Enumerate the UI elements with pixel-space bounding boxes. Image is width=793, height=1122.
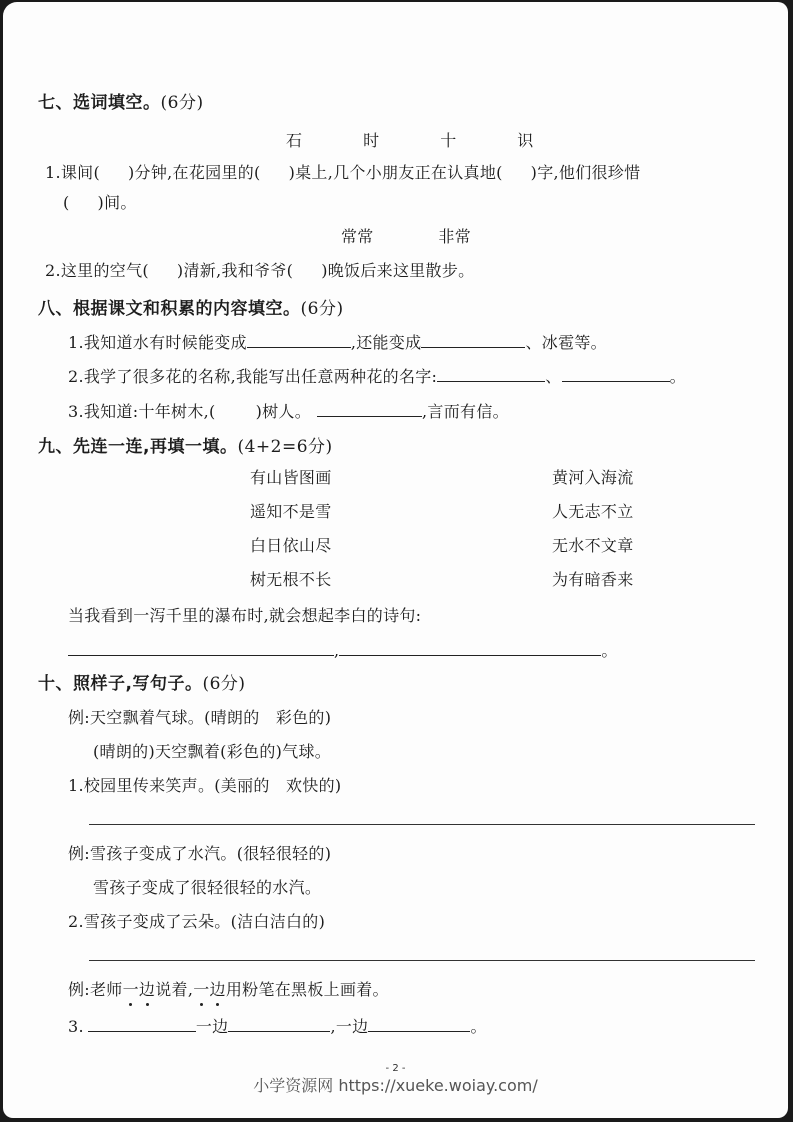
poem-prompt: 当我看到一泻千里的瀑布时,就会想起李白的诗句: (68, 606, 422, 625)
q10-2: 2.雪孩子变成了云朵。(洁白洁白的) (68, 912, 326, 931)
text: 2.我学了很多花的名称,我能写出任意两种花的名字: (68, 367, 438, 386)
text: 一边 (195, 1017, 229, 1036)
text: )树人。 (255, 402, 312, 421)
match-right-item[interactable]: 黄河入海流 (552, 468, 634, 487)
text: ,还能变成 (350, 333, 422, 352)
answer-blank[interactable] (88, 1015, 196, 1032)
answer-blank[interactable] (437, 365, 545, 382)
text: 。 (669, 367, 686, 386)
answer-blank[interactable] (317, 400, 422, 417)
emphasis-char: 一 (193, 980, 210, 999)
emphasis-char: 边 (138, 980, 156, 999)
word-option: 石 (286, 131, 303, 150)
q10-3 (68, 1014, 487, 1037)
match-right-item[interactable]: 无水不文章 (552, 536, 634, 555)
answer-blank[interactable] (339, 639, 601, 656)
text: )字,他们很珍惜 (530, 163, 641, 182)
emphasis-char: 一 (122, 980, 139, 999)
q8-1 (68, 330, 607, 353)
q7-1-line2 (63, 190, 137, 213)
text: )间。 (97, 193, 137, 212)
section-title: 七、选词填空。 (38, 93, 161, 113)
match-left-item[interactable]: 树无根不长 (250, 570, 332, 589)
word-option: 非常 (438, 227, 471, 246)
section-score: (4+2=6分) (237, 437, 333, 457)
example-2-answer: 雪孩子变成了很轻很轻的水汽。 (93, 878, 322, 897)
answer-blank[interactable] (68, 639, 334, 656)
answer-blank[interactable] (421, 331, 525, 348)
word-option: 时 (363, 131, 380, 150)
text: , (334, 641, 340, 660)
example-1: 例:天空飘着气球。(晴朗的 彩色的) (68, 708, 332, 727)
page-number: - 2 - (385, 1063, 406, 1074)
example-2: 例:雪孩子变成了水汽。(很轻很轻的) (68, 844, 332, 863)
word-option: 识 (517, 131, 534, 150)
text: ,一边 (330, 1017, 369, 1036)
word-bank-1 (286, 128, 534, 151)
text: 1.我知道水有时候能变成 (68, 333, 247, 352)
match-left-item[interactable]: 遥知不是雪 (250, 502, 332, 521)
poem-answer-line (68, 638, 618, 661)
word-option: 十 (440, 131, 457, 150)
example-3 (68, 977, 389, 1000)
answer-blank[interactable] (562, 365, 670, 382)
q8-2 (68, 364, 686, 387)
answer-line-1[interactable] (89, 824, 755, 825)
text: 例:老师 (68, 980, 123, 999)
watermark: 小学资源网 https://xueke.woiay.com/ (253, 1076, 538, 1095)
text: 。 (470, 1017, 487, 1036)
text: )分钟,在花园里的( (128, 163, 261, 182)
section-title: 八、根据课文和积累的内容填空。 (38, 299, 301, 319)
section-title: 十、照样子,写句子。 (38, 674, 203, 694)
text: 说着, (155, 980, 194, 999)
section-8-heading (38, 294, 344, 319)
text: ( (63, 193, 70, 212)
match-left-item[interactable]: 白日依山尽 (250, 536, 332, 555)
text: 用粉笔在黑板上画着。 (225, 980, 389, 999)
answer-blank[interactable] (368, 1015, 470, 1032)
section-7-heading (38, 88, 204, 113)
section-score: (6分) (160, 93, 204, 113)
section-10-heading (38, 669, 246, 694)
text: 、冰雹等。 (525, 333, 607, 352)
section-title: 九、先连一连,再填一填。 (38, 437, 238, 457)
q10-1: 1.校园里传来笑声。(美丽的 欢快的) (68, 776, 342, 795)
word-bank-2 (341, 224, 471, 247)
q7-2 (45, 258, 474, 281)
text: )清新,我和爷爷( (176, 261, 294, 280)
q7-1-line1 (45, 160, 640, 183)
text: 。 (601, 641, 618, 660)
match-left-item[interactable]: 有山皆图画 (250, 468, 332, 487)
match-right-item[interactable]: 人无志不立 (552, 502, 634, 521)
text: 1.课间( (45, 163, 101, 182)
text: ,言而有信。 (422, 402, 509, 421)
word-option: 常常 (341, 227, 374, 246)
text: 2.这里的空气( (45, 261, 149, 280)
worksheet-page (3, 2, 788, 1118)
section-9-heading (38, 432, 333, 457)
answer-line-2[interactable] (89, 960, 755, 961)
text: 3. (68, 1017, 84, 1036)
section-score: (6分) (202, 674, 246, 694)
example-1-answer: (晴朗的)天空飘着(彩色的)气球。 (93, 742, 332, 761)
emphasis-char: 边 (209, 980, 226, 999)
text: 3.我知道:十年树木,( (68, 402, 216, 421)
text: )桌上,几个小朋友正在认真地( (288, 163, 503, 182)
section-score: (6分) (300, 299, 344, 319)
match-right-item[interactable]: 为有暗香来 (552, 570, 634, 589)
text: 、 (545, 367, 562, 386)
text: )晚饭后来这里散步。 (321, 261, 475, 280)
answer-blank[interactable] (247, 331, 351, 348)
answer-blank[interactable] (228, 1015, 330, 1032)
q8-3 (68, 399, 509, 422)
